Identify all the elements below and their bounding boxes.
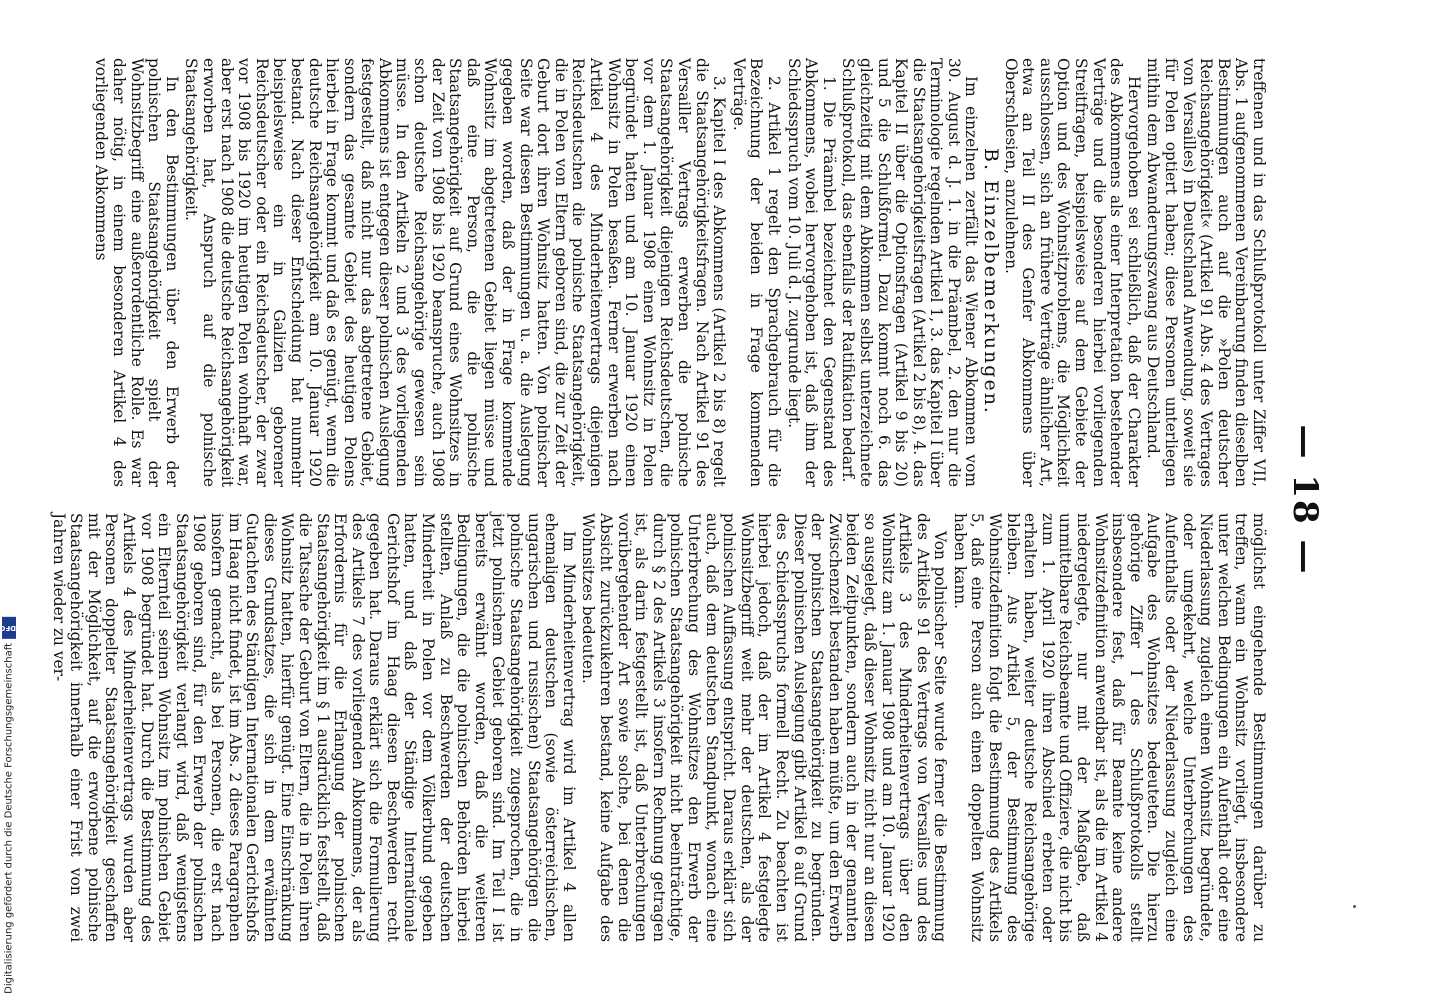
paragraph: Von polnischer Seite wurde ferner die Bestimmung des Artikels 91 des Vertrags von Versailles und des Artikels 3 des Minderheitenvertrags über den Wohnsitz am 1. Januar 1908 und am 10. Januar 1920 so ausgelegt, daß dieser Wohnsitz nicht nur an diesen beiden Zeitpunkten, sondern auch in der genannten Zwischenzeit bestanden haben müßte, um den Erwerb der polnischen Staatsangehörigkeit zu begründen. Dieser polnischen Auslegung gibt Artikel 6 auf Grund des Schiedsspruchs formell Recht. Zu beachten ist hierbei jedoch, daß der im Artikel 4 festgelegte Wohnsitzbegriff weit mehr der deutschen, als der polnischen Auffassung entspricht. Daraus erklärt sich auch, daß dem deutschen Standpunkt, wonach eine Unterbrechung des Wohnsitzes den Erwerb der polnischen Staatsangehörigkeit nicht beeinträchtige, durch § 2 des Artikels 3 insofern Rechnung getragen ist, als darin festgestellt ist, daß Unterbrechungen vorübergehender Art sowie solche, bei denen die Absicht zurückzukehren bestand, keine Aufgabe des Wohnsitzes bedeuten.: [579, 513, 950, 942]
paragraph: möglichst eingehende Bestimmungen darüber zu treffen, wann ein Wohnsitz vorliegt, insbesondere unter welchen Bedingungen ein Aufenthalt oder eine Niederlassung zugleich einen Wohnsitz begründete, oder umgekehrt, welche Unterbrechungen des Aufenthalts oder der Niederlassung zugleich eine Aufgabe des Wohnsitzes bedeuteten. Die hierzu gehörige Ziffer I des Schlußprotokolls stellt insbesondere fest, daß für Beamte keine andere Wohnsitzdefinition anwendbar ist, als die im Artikel 4 niedergelegte, nur mit der Maßgabe, daß unmittelbare Reichsbeamte und Offiziere, die nicht bis zum 1. April 1920 ihren Abschied erbeten oder erhalten haben, weiter deutsche Reichsangehörige bleiben. Aus Artikel 5, der Bestimmung des Wohnsitzdefinition folgt die Bestimmung des Artikels 5, daß eine Person auch einen doppelten Wohnsitz haben kann.: [950, 513, 1268, 942]
section-heading: B. Einzelbemerkungen.: [980, 148, 1003, 415]
page-number: — 18 —: [1285, 424, 1325, 576]
dfg-logo: DFG: [2, 617, 16, 639]
paragraph: Im Minderheitenvertrag wird im Artikel 4 allen ehemaligen deutschen (sowie österreichischen, ungarischen und russischen) Staatsangehörigen die polnische Staatsangehörigkeit zugesprochen, die in jetzt polnischem Gebiet geboren sind. Im Teil I ist bereits erwähnt worden, daß die weiteren Bedingungen, die die polnischen Behörden hierbei stellten, Anlaß zu Beschwerden der deutschen Minderheit in Polen vor dem Völkerbund gegeben hatten, und daß der Ständige Internationale Gerichtshof im Haag diesen Beschwerden recht gegeben hat. Daraus erklärt sich die Formulierung des Artikels 7 des vorliegenden Abkommens, der als Erfordernis für die Erlangung der polnischen Staatsangehörigkeit im § 1 ausdrücklich feststellt, daß die Tatsache der Geburt von Eltern, die in Polen ihren Wohnsitz hatten, hierfür genügt. Eine Einschränkung dieses Grundsatzes, die sich in dem erwähnten Gutachten des Ständigen Internationalen Gerichtshofs im Haag nicht findet, ist im Abs. 2 dieses Paragraphen insofern gemacht, als bei Personen, die erst nach 1908 geboren sind, für den Erwerb der polnischen Staatsangehörigkeit verlangt wird, daß wenigstens ein Elternteil seinen Wohnsitz im polnischen Gebiet vor 1908 begründet hat. Durch die Bestimmung des Artikels 4 des Minderheitenvertrags wurden aber Personen doppelter Staatsangehörigkeit geschaffen mit der Möglichkeit, auf die erworbene polnische Staatsangehörigkeit innerhalb einer Frist von zwei Jahren wieder zu ver-: [49, 513, 578, 942]
paragraph: Im einzelnen zerfällt das Wiener Abkommen vom 30. August d. J. 1. in die Präambel, 2. den nur die Terminologie regelnden Artikel 1, 3. das Kapitel I über die Staatsangehörigkeitsfragen (Artikel 2 bis 8), 4. das Kapitel II über die Optionsfragen (Artikel 9 bis 20) und 5 die Schlußformel. Dazu kommt noch 6. das gleichzeitig mit dem Abkommen selbst unterzeichnete Schlußprotokoll, das ebenfalls der Ratifikation bedarf.: [839, 58, 981, 487]
paragraph: Hervorgehoben sei schließlich, daß der Charakter des Abkommens als einer Interpretation bestehender Verträge und die besonderen hierbei vorliegenden Streitfragen, beispielsweise auf dem Gebiete der Option und des Wohnsitzproblems, die Möglichkeit ausschlossen, sich an frühere Verträge ähnlicher Art, etwa an Teil II des Genfer Abkommens über Oberschlesien, anzulehnen.: [1001, 58, 1143, 487]
digitization-credit: [2, 617, 16, 994]
paragraph: treffenen und in das Schlußprotokoll unter Ziffer VII, Abs. 1 aufgenommenen Vereinbarung finden dieselben Bestimmungen auch auf die »Polen deutscher Reichsangehörigkeit« (Artikel 91 Abs. 4 des Vertrages von Versailles) in Deutschland Anwendung, soweit sie für Polen optiert haben; diese Personen unterliegen mithin dem Abwanderungszwang aus Deutschland.: [1144, 58, 1268, 487]
credit-text: Digitalisierung gefördert durch die Deutsche Forschungsgemeinschaft: [3, 643, 15, 994]
paragraph: In den Bestimmungen über den Erwerb der polnischen Staatsangehörigkeit spielt der Wohnsitzbegriff eine außerordentliche Rolle. Es war daher nötig, in einem besonderen Artikel 4 des vorliegenden Abkommens: [92, 58, 181, 487]
right-column: [49, 513, 1268, 942]
left-column: [92, 58, 1268, 487]
paragraph: 1. Die Präambel bezeichnet den Gegenstand des Abkommens, wobei hervorgehoben ist, daß ihm der Schiedsspruch vom 10. Juli d. J. zugrunde liegt.: [784, 58, 838, 487]
paragraph: 3. Kapitel I des Abkommens (Artikel 2 bis 8) regelt die Staatsangehörigkeitsfragen. Nach Artikel 91 des Versailler Vertrags erwerben die polnische Staatsangehörigkeit diejenigen Reichsdeutschen, die vor dem 1. Januar 1908 einen Wohnsitz in Polen begründet hatten und am 10. Januar 1920 einen Wohnsitz in Polen besaßen. Ferner erwerben nach Artikel 4 des Minderheitenvertrags diejenigen Reichsdeutschen die polnische Staatsangehörigkeit, die in Polen von Eltern geboren sind, die zur Zeit der Geburt dort ihren Wohnsitz hatten. Von polnischer Seite war diesen Bestimmungen u. a. die Auslegung gegeben worden, daß der in Frage kommende Wohnsitz im abgetretenen Gebiet liegen müsse und daß eine Person, die die polnische Staatsangehörigkeit auf Grund eines Wohnsitzes in der Zeit von 1908 bis 1920 beanspruche, auch 1908 schon deutsche Reichsangehörige gewesen sein müsse. In den Artikeln 2 und 3 des vorliegenden Abkommens ist entgegen dieser polnischen Auslegung festgestellt, daß nicht nur das abgetretene Gebiet, sondern das gesamte Gebiet des heutigen Polens hierbei in Frage kommt und daß es genügt, wenn die deutsche Reichsangehörigkeit am 10. Januar 1920 bestand. Nach dieser Entscheidung hat nunmehr beispielsweise ein in Galizien geborener Reichsdeutscher oder ein Reichsdeutscher, der zwar vor 1908 bis 1920 im heutigen Polen wohnhaft war, aber erst nach 1908 die deutsche Reichsangehörigkeit erworben hat, Anspruch auf die polnische Staatsangehörigkeit.: [182, 58, 729, 487]
rotated-page-content: [49, 20, 1347, 980]
paragraph: 2. Artikel 1 regelt den Sprachgebrauch für die Bezeichnung der beiden in Frage kommenden Verträge.: [729, 58, 783, 487]
text-columns: [49, 58, 1268, 942]
scan-speck: [1353, 905, 1356, 908]
